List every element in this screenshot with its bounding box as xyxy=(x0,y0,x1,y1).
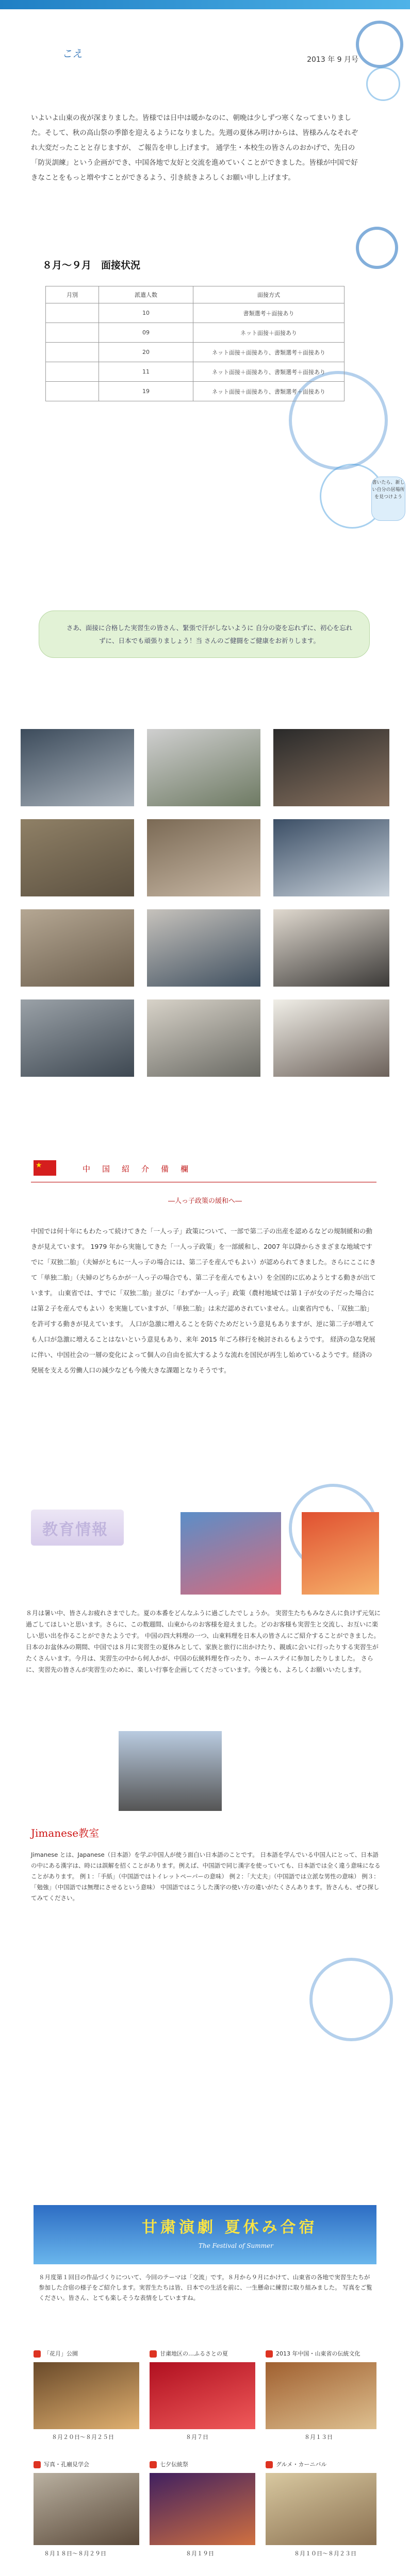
camp-cell-head: 甘粛地区の…ふるさとの夏 xyxy=(150,2349,255,2358)
photo xyxy=(34,2362,139,2429)
photo xyxy=(150,2473,255,2545)
table-row xyxy=(46,382,345,401)
swirl-decoration xyxy=(356,227,398,269)
camp-cell-head: 写真・孔廟見学会 xyxy=(34,2460,139,2468)
swirl-decoration xyxy=(356,21,403,68)
china-article: 中国では何十年にもわたって続けてきた「一人っ子」政策について、一部で第二子の出産を認めるなどの規制緩和の動きが見えています。 1979 年から実施してきた「一人っ子政策」を一部緩和し、2007 年以降からさまざまな地域ですでに「双独二胎」（夫婦がともに一人っ子の場合には、第二子を産んでもよい）が認められてきました。さらにここにきて「単独二胎」（夫婦のどちらかが一人っ子の場合でも、第二子を産んでもよい）を全国的に広めようとする動きが出ています。 山東省では、すでに「双独二胎」並びに「わずか一人っ子」政策（農村地域では第１子が女の子だった場合には第２子を産んでもよい）を実施していますが、「単独二胎」は未だ認めされていません。山東省内でも、「双独二胎」を許可する動きが見えています。 人口が急激に増えることを防ぐためだという意見もありますが、逆に第二子が増えても人口が急激に増えることはないという意見もあり、来年 2015 年ごろ移行を検討されるもようです。 経済の急な発展に伴い、中国社会の一層の変化によって個人の自由を拡大するような流れを国民が再生し始めているようです。経済の発展を支える労働人口の減少なども今後大きな課題となりそうです。 xyxy=(31,1227,376,1374)
photo xyxy=(273,729,389,806)
jimanese-title: Jimanese教室 xyxy=(31,1827,100,1839)
photo xyxy=(181,1512,281,1595)
table-cell: ネット面接＋面接あり、書類選考＋面接あり xyxy=(193,382,345,401)
photo xyxy=(273,999,389,1077)
photo xyxy=(21,729,134,806)
jimanese-text: Jimanese とは、Japanese（日本語）を学ぶ中国人が使う面白い日本語のことです。 日本語を学んでいる中国人にとって、日本語の中にある漢字は、時には誤解を招くことがあります。例えば、中国語で同じ漢字を使っていても、日本語では全く違う意味になることがあります。 例１：「手紙」（中国語ではトイレットペーパーの意味） 例２：「大丈夫」（中国語では立派な男性の意味） 例３：「勉強」（中国語では無理にさせるという意味） 中国語ではこうした漢字の使い方の違いがたくさんあります。皆さんも、ぜひ探してみてください。 xyxy=(31,1851,381,1902)
column-header: 面接方式 xyxy=(193,286,345,303)
education-text: ８月は暑い中、皆さんお疲れさまでした。夏の本番をどんなふうに過ごしたでしょうか。 実習生たちもみなさんに負けず元気に過ごしてほしいと思います。さらに、この数週間、山東からのお客様を迎えました。どのお客様も実習生と交流し、お互いに楽しい思い出を作ることができたようです。 中国の四大料理の一つ、山東料理を日本人の皆さんにご紹介することができました。 日本のお盆休みの期間、中国では８月に実習生の夏休みとして、家族と旅行に出かけたり、親戚に会いに行ったりする実習生がたくさんいます。今月は、実習生の中から何人かが、中国の伝統料理を作ったり、ホームステイに参加したりしました。 さらに、実習先の皆さんが実習生のために、楽しい行事を企画してくださっています。今後とも、よろしくお願いいたします。 xyxy=(26,1609,381,1673)
schedule-title: ８月～９月 面接状況 xyxy=(42,260,141,271)
camp-cell-caption: ８月２０日～８月２５日 xyxy=(52,2434,114,2441)
camp-cell-caption: ８月１０日～８月２３日 xyxy=(294,2550,356,2557)
issue-month: 2013 年 9 月号 xyxy=(307,56,358,64)
table-cell: ネット面接＋面接あり xyxy=(193,323,345,343)
table-cell: 09 xyxy=(99,323,193,343)
table-header-row xyxy=(46,286,345,303)
table-cell xyxy=(46,382,99,401)
photo xyxy=(21,999,134,1077)
swirl-decoration xyxy=(366,67,400,101)
photo xyxy=(147,999,260,1077)
education-banner xyxy=(31,1510,124,1546)
photo xyxy=(273,909,389,987)
top-band xyxy=(0,0,410,9)
camp-cell-caption: ８月７日 xyxy=(186,2434,208,2441)
table-row xyxy=(46,323,345,343)
photo xyxy=(21,909,134,987)
china-subtitle: ―人っ子政策の緩和へ― xyxy=(168,1197,242,1205)
camp-text: ８月度第１回目の作品づくりについて、今回のテーマは「交流」です。８月から９月にかけて、山東省の各地で実習生たちが参加した合宿の様子をご紹介します。実習生たちは皆、日本での生活を前に、一生懸命に練習に取り組みました。 写真をご覧ください。皆さん、とても楽しそうな表情をしていますね。 xyxy=(39,2274,372,2301)
photo xyxy=(21,819,134,896)
camp-banner xyxy=(34,2205,376,2264)
table-row xyxy=(46,362,345,382)
camp-cell-head: 「花月」公園 xyxy=(34,2349,139,2358)
greeting-text: いよいよ山東の夜が深まりました。皆様では日中は暖かなのに、朝晩は少しずつ寒くなってまいりました。そして、秋の高山祭の季節を迎えるようになりました。先週の夏休み明けからは、皆様みんなそれぞれ大変だったことと存じますが、 ご報告を申し上げます。 通学生・本校生の皆さんのおかげで、先日の「防災訓練」という企画ができ、中国各地で友好と交流を進めていくことができました。皆様が中国で好きなことをもっと増やすことができるよう、引き続きよろしくお願い申し上げます。 xyxy=(31,114,358,182)
camp-cell-head: グルメ・カーニバル xyxy=(266,2460,376,2468)
photo xyxy=(150,2362,255,2429)
camp-cell-caption: ８月１９日 xyxy=(186,2550,214,2557)
camp-cell-head: 七夕伝統祭 xyxy=(150,2460,255,2468)
photo xyxy=(147,819,260,896)
table-cell xyxy=(46,303,99,323)
table-cell xyxy=(46,362,99,382)
table-cell xyxy=(46,343,99,362)
photo xyxy=(302,1512,379,1595)
encouragement-box xyxy=(39,611,370,658)
camp-cell-head: 2013 年中国・山東省の伝統文化 xyxy=(266,2349,376,2358)
newsletter-logo: こえ xyxy=(62,47,83,60)
table-cell: 10 xyxy=(99,303,193,323)
photo xyxy=(273,819,389,896)
china-section-title: 中 国 紹 介 備 欄 xyxy=(83,1164,191,1174)
star-icon: ★ xyxy=(36,1161,42,1170)
camp-cell-caption: ８月１３日 xyxy=(304,2434,333,2441)
table-cell xyxy=(46,323,99,343)
camp-banner-title: 甘粛演劇 夏休み合宿 xyxy=(142,2218,318,2236)
table-row xyxy=(46,303,345,323)
schedule-table xyxy=(45,286,345,401)
table-cell: ネット面接＋面接あり、書類選考＋面接あり xyxy=(193,362,345,382)
photo xyxy=(266,2362,376,2429)
photo xyxy=(266,2473,376,2545)
encouragement-text: さあ、面接に合格した実習生の皆さん、緊張で汗がしないように 自分の姿を忘れずに、初心を忘れずに、日本でも頑張りましょう！当 さんのご健闘をご健康をお祈りします。 xyxy=(66,624,353,645)
table-cell: 書類選考＋面接あり xyxy=(193,303,345,323)
table-row xyxy=(46,343,345,362)
table-cell: 19 xyxy=(99,382,193,401)
speech-bubble: 書いたら、新しい自分の居場所を見つけよう xyxy=(371,477,405,521)
camp-cell-caption: ８月１８日～８月２９日 xyxy=(44,2550,106,2557)
photo xyxy=(34,2473,139,2545)
swirl-decoration xyxy=(309,1958,393,2041)
table-cell: ネット面接＋面接あり、書類選考＋面接あり xyxy=(193,343,345,362)
column-header: 月別 xyxy=(46,286,99,303)
column-header: 派遣人数 xyxy=(99,286,193,303)
table-cell: 11 xyxy=(99,362,193,382)
photo xyxy=(119,1731,222,1811)
education-banner-text: 教育情報 xyxy=(42,1521,108,1539)
china-flag-icon xyxy=(34,1160,56,1176)
table-cell: 20 xyxy=(99,343,193,362)
camp-banner-subtitle: The Festival of Summer xyxy=(199,2242,273,2249)
photo xyxy=(147,729,260,806)
photo xyxy=(147,909,260,987)
